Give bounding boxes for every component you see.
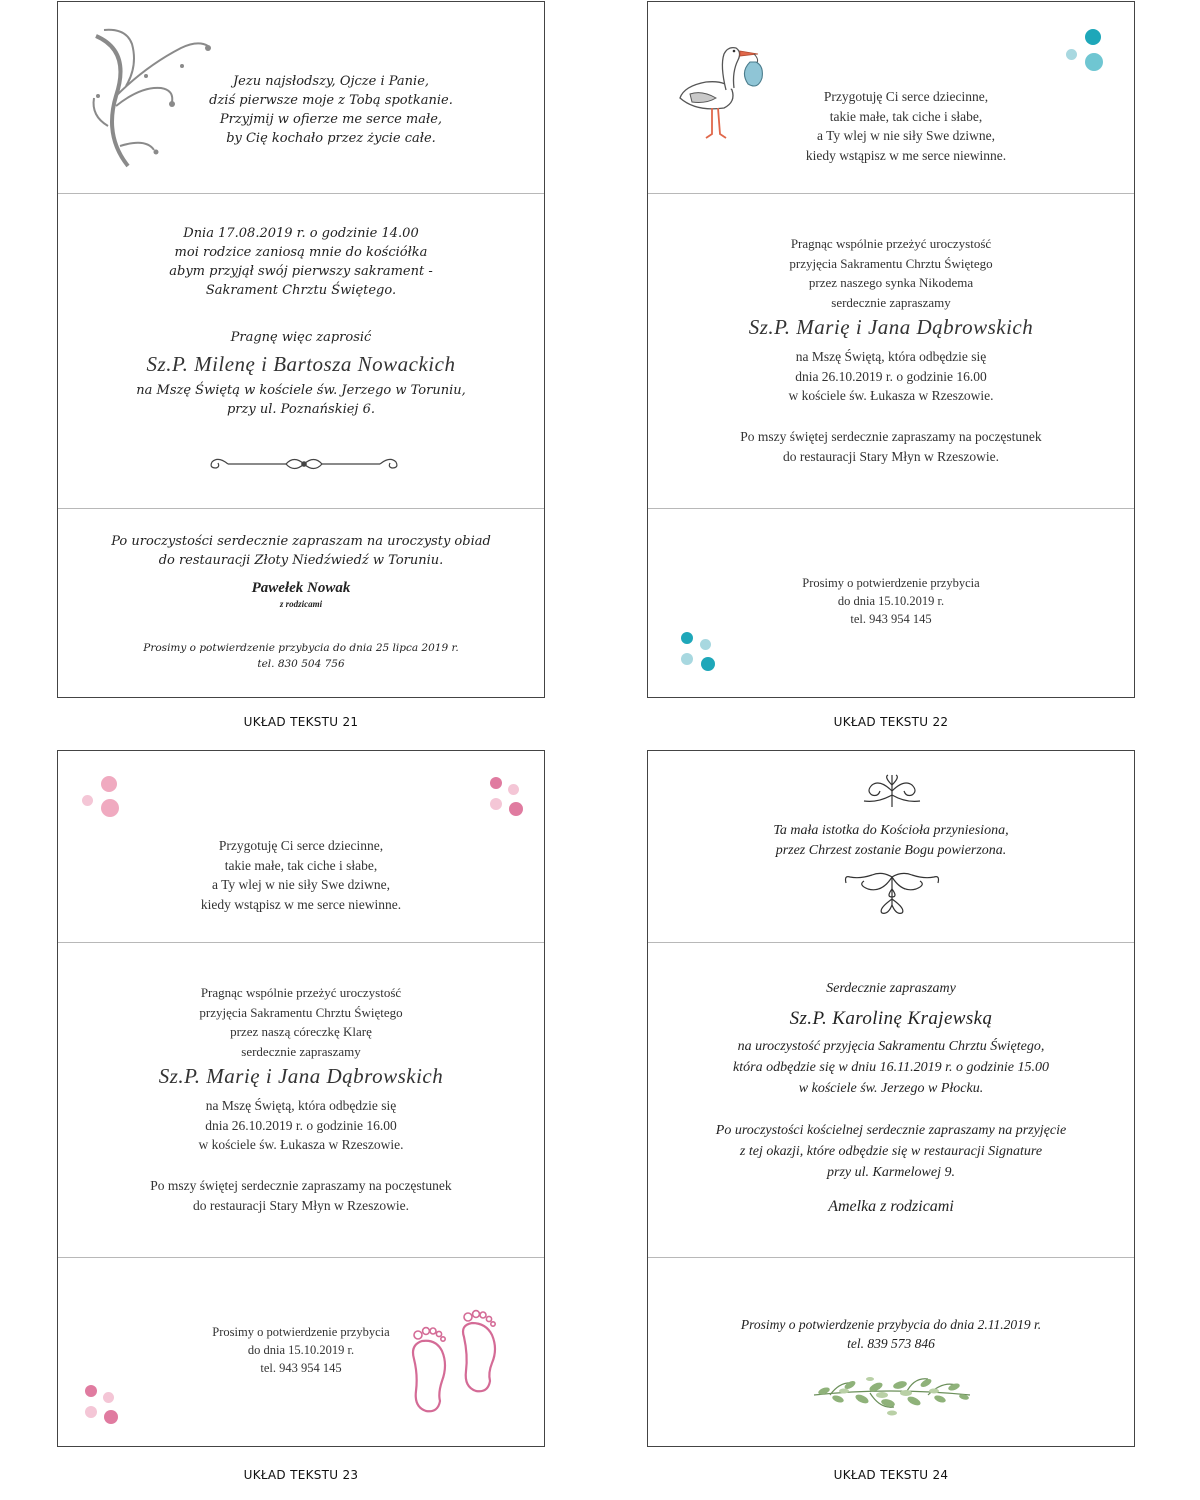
- details-line: na Mszę Świętą, która odbędzie się: [795, 349, 987, 364]
- card21-rsvp: [58, 640, 544, 672]
- verse-line: dziś pierwsze moje z Tobą spotkanie.: [209, 93, 453, 108]
- verse-line: kiedy wstąpisz w me serce niewinne.: [200, 896, 402, 912]
- intro-line: serdecznie zapraszamy: [241, 1043, 361, 1059]
- rsvp-line: tel. 943 954 145: [850, 612, 932, 626]
- rsvp-line: tel. 839 573 846: [847, 1336, 935, 1351]
- rsvp-line: do dnia 15.10.2019 r.: [247, 1343, 355, 1357]
- details-line: która odbędzie się w dniu 16.11.2019 r. o godzinie 15.00: [733, 1060, 1049, 1075]
- invitation-card-23: [57, 750, 545, 1447]
- card21-main-section: [58, 193, 544, 509]
- details-line: w kościele św. Łukasza w Rzeszowie.: [788, 388, 994, 403]
- intro-line: Sakrament Chrztu Świętego.: [205, 283, 397, 298]
- card21-signature: Pawełek Nowak: [251, 580, 351, 596]
- verse-line: takie małe, tak ciche i słabe,: [224, 857, 378, 873]
- intro-line: przyjęcia Sakramentu Chrztu Świętego: [199, 1004, 403, 1020]
- dinner-line: do restauracji Stary Młyn w Rzeszowie.: [193, 1197, 409, 1213]
- rsvp-line: Prosimy o potwierdzenie przybycia: [212, 1325, 390, 1339]
- greenery-wreath-icon: [810, 1369, 974, 1421]
- details-line: dnia 26.10.2019 r. o godzinie 16.00: [205, 1117, 397, 1133]
- pink-dot-icon: [509, 802, 523, 816]
- dinner-line: przy ul. Karmelowej 9.: [827, 1165, 955, 1180]
- dinner-line: z tej okazji, które odbędzie się w restauracji Signature: [739, 1144, 1043, 1159]
- place-line: przy ul. Poznańskiej 6.: [226, 402, 375, 417]
- details-line: w kościele św. Łukasza w Rzeszowie.: [198, 1137, 404, 1152]
- intro-line: serdecznie zapraszamy: [831, 294, 951, 310]
- card22-footer-section: [648, 508, 1134, 697]
- verse-line: Ta mała istotka do Kościoła przyniesiona,: [773, 823, 1009, 838]
- details-line: dnia 26.10.2019 r. o godzinie 16.00: [795, 368, 987, 384]
- intro-line: abym przyjął swój pierwszy sakrament -: [169, 264, 433, 279]
- details-line: w kościele św. Jerzego w Płocku.: [798, 1081, 984, 1096]
- card24-verse-section: [648, 751, 1134, 943]
- card24-rsvp: [648, 1315, 1134, 1353]
- card21-verse: [118, 72, 544, 148]
- card21-footer-section: [58, 508, 544, 697]
- verse-line: kiedy wstąpisz w me serce niewinne.: [805, 147, 1007, 163]
- teal-dot-icon: [1085, 53, 1103, 71]
- flourish-ornament-icon: [842, 869, 942, 917]
- dinner-line: do restauracji Stary Młyn w Rzeszowie.: [783, 448, 999, 464]
- details-line: na uroczystość przyjęcia Sakramentu Chrztu Świętego,: [737, 1039, 1045, 1054]
- intro-line: przez naszą córeczkę Klarę: [230, 1024, 372, 1039]
- invitation-card-21: [57, 1, 545, 698]
- intro-line: Dnia 17.08.2019 r. o godzinie 14.00: [183, 226, 419, 241]
- verse-line: Jezu najsłodszy, Ojcze i Panie,: [232, 74, 430, 89]
- teal-dot-icon: [681, 653, 693, 665]
- invitation-card-22: [647, 1, 1135, 698]
- teal-dot-icon: [700, 639, 711, 650]
- rsvp-line: do dnia 15.10.2019 r.: [837, 594, 945, 608]
- pink-dot-icon: [103, 1392, 114, 1403]
- card21-dinner: [58, 532, 544, 570]
- dinner-line: Po mszy świętej serdecznie zapraszamy na poczęstunek: [150, 1178, 452, 1193]
- card22-main-section: [648, 193, 1134, 509]
- verse-line: Przyjmij w ofierze me serce małe,: [219, 112, 443, 127]
- rsvp-line: tel. 943 954 145: [260, 1361, 342, 1375]
- rsvp-line: Prosimy o potwierdzenie przybycia: [802, 576, 980, 590]
- card22-dinner: [648, 427, 1134, 466]
- card24-verse: [648, 821, 1134, 861]
- pink-dot-icon: [85, 1406, 97, 1418]
- card21-place: [58, 381, 544, 419]
- card24-invite: Serdecznie zapraszamy: [826, 981, 956, 996]
- pink-dot-icon: [508, 784, 519, 795]
- place-line: na Mszę Świętą w kościele św. Jerzego w Toruniu,: [136, 383, 466, 398]
- card24-dinner: [648, 1120, 1134, 1183]
- baby-feet-icon: [408, 1319, 512, 1415]
- intro-line: Pragnąc wspólnie przeżyć uroczystość: [790, 236, 992, 251]
- card23-details: [58, 1096, 544, 1155]
- teal-dot-icon: [1066, 49, 1077, 60]
- card21-intro: [58, 224, 544, 300]
- intro-line: moi rodzice zaniosą mnie do kościółka: [174, 245, 428, 260]
- verse-line: Przygotuję Ci serce dziecinne,: [218, 838, 384, 853]
- verse-line: Przygotuję Ci serce dziecinne,: [823, 89, 989, 104]
- intro-line: przez naszego synka Nikodema: [808, 275, 974, 290]
- card24-signature: Amelka z rodzicami: [828, 1198, 954, 1215]
- verse-line: przez Chrzest zostanie Bogu powierzona.: [775, 843, 1007, 858]
- verse-line: a Ty wlej w nie siły Swe dziwne,: [211, 877, 391, 892]
- card22-verse: [678, 87, 1134, 165]
- details-line: na Mszę Świętą, która odbędzie się: [205, 1098, 397, 1113]
- card23-footer-section: [58, 1257, 544, 1446]
- intro-line: Pragnąc wspólnie przeżyć uroczystość: [200, 985, 402, 1000]
- card21-verse-section: [58, 2, 544, 194]
- card24-guests: Sz.P. Karolinę Krajewską: [789, 1008, 993, 1029]
- card24-main-section: [648, 942, 1134, 1258]
- rsvp-line: Prosimy o potwierdzenie przybycia do dnia 25 lipca 2019 r.: [143, 642, 459, 654]
- rsvp-line: Prosimy o potwierdzenie przybycia do dnia 2.11.2019 r.: [740, 1317, 1042, 1332]
- teal-dot-icon: [1085, 29, 1101, 45]
- rsvp-line: tel. 830 504 756: [257, 658, 345, 670]
- card21-caption: UKŁAD TEKSTU 21: [243, 715, 359, 729]
- card22-rsvp: [648, 574, 1134, 628]
- pink-dot-icon: [104, 1410, 118, 1424]
- dinner-line: Po uroczystości serdecznie zapraszam na uroczysty obiad: [111, 534, 491, 549]
- scroll-divider-icon: [206, 453, 402, 475]
- intro-line: przyjęcia Sakramentu Chrztu Świętego: [789, 255, 993, 271]
- card24-details: [648, 1036, 1134, 1099]
- card23-intro: [58, 983, 544, 1061]
- card22-verse-section: [648, 2, 1134, 194]
- card22-details: [648, 347, 1134, 406]
- card24-caption: UKŁAD TEKSTU 24: [833, 1468, 949, 1482]
- verse-line: a Ty wlej w nie siły Swe dziwne,: [816, 128, 996, 143]
- card22-guests: Sz.P. Marię i Jana Dąbrowskich: [748, 315, 1034, 339]
- dinner-line: Po mszy świętej serdecznie zapraszamy na poczęstunek: [740, 429, 1042, 444]
- card22-intro: [648, 234, 1134, 312]
- dinner-line: Po uroczystości kościelnej serdecznie zapraszamy na przyjęcie: [715, 1123, 1067, 1138]
- dinner-line: do restauracji Złoty Niedźwiedź w Toruniu.: [158, 553, 444, 568]
- pink-dot-icon: [490, 777, 502, 789]
- card23-caption: UKŁAD TEKSTU 23: [243, 1468, 359, 1482]
- card21-signature-sub: z rodzicami: [279, 599, 323, 609]
- card24-footer-section: [648, 1257, 1134, 1446]
- pink-dot-icon: [82, 795, 93, 806]
- pink-dot-icon: [101, 776, 117, 792]
- invitation-card-24: [647, 750, 1135, 1447]
- card23-guests: Sz.P. Marię i Jana Dąbrowskich: [158, 1064, 444, 1088]
- pink-dot-icon: [101, 799, 119, 817]
- card23-verse: [58, 836, 544, 914]
- card23-main-section: [58, 942, 544, 1258]
- card23-verse-section: [58, 751, 544, 943]
- teal-dot-icon: [681, 632, 693, 644]
- pink-dot-icon: [490, 798, 502, 810]
- verse-line: takie małe, tak ciche i słabe,: [829, 108, 983, 124]
- verse-line: by Cię kochało przez życie całe.: [226, 131, 436, 146]
- card22-caption: UKŁAD TEKSTU 22: [833, 715, 949, 729]
- card23-dinner: [58, 1176, 544, 1215]
- pink-dot-icon: [85, 1385, 97, 1397]
- teal-dot-icon: [701, 657, 715, 671]
- flourish-ornament-icon: [860, 773, 924, 809]
- card21-guests: Sz.P. Milenę i Bartosza Nowackich: [146, 352, 456, 376]
- card21-invite: Pragnę więc zaprosić: [230, 330, 372, 345]
